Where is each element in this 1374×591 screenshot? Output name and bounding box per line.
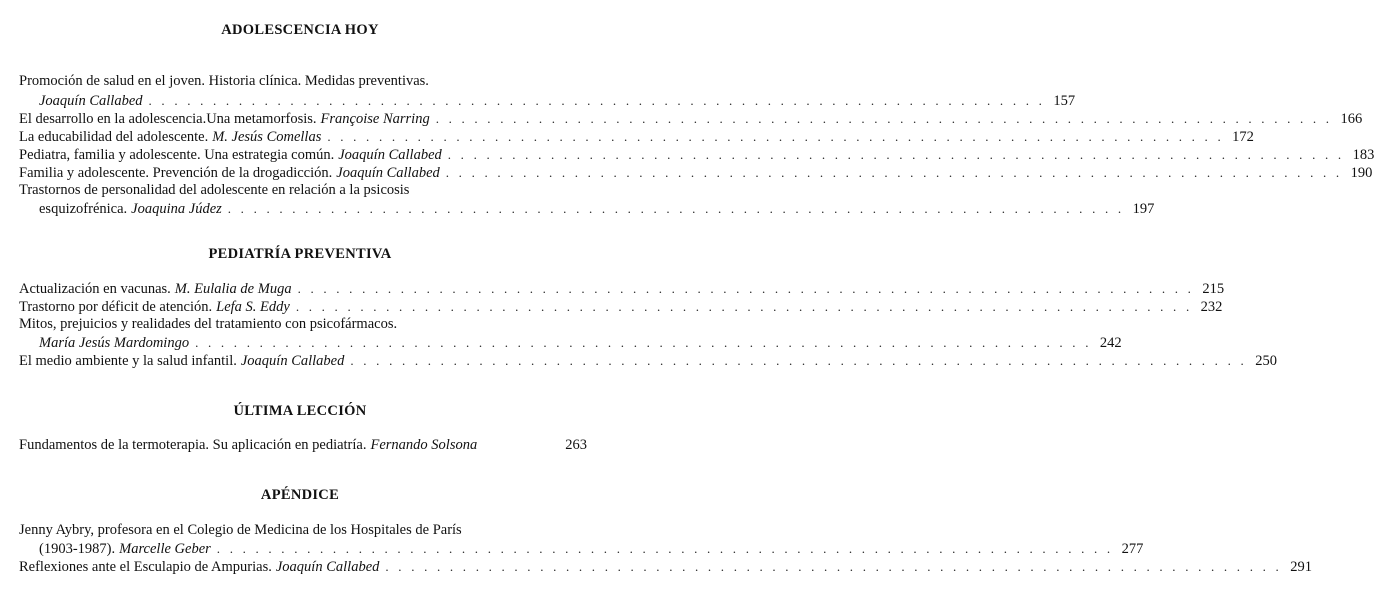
entry-title: La educabilidad del adolescente. [19,129,209,145]
dot-leader: . . . . . . . . . . . . . . . . . . . . . . . . . . . . . . . . . . . . . . . . . . . . . . . . . . . . . . . . . . . . . . . . . . . . . . [297,281,1195,296]
entry-title: Trastorno por déficit de atención. [19,299,213,315]
toc-entry-line [39,334,1122,351]
dot-leader: . . . . . . . . . . . . . . . . . . . . . . . . . . . . . . . . . . . . . . . . . . . . . . . . . . . . . . . . . . . . . . . . . . . . . . [447,147,1345,162]
dot-leader: . . . . . . . . . . . . . . . . . . . . . . . . . . . . . . . . . . . . . . . . . . . . . . . . . . . . . . . . . . . . . . . . . . . . . . [148,93,1046,108]
entry-page-number: 183 [1352,147,1374,163]
entry-page-number: 197 [1132,201,1155,217]
dot-leader: . . . . . . . . . . . . . . . . . . . . . . . . . . . . . . . . . . . . . . . . . . . . . . . . . . . . . . . . . . . . . . . . . . . . . . [350,353,1247,368]
dot-leader: . . . . . . . . . . . . . . . . . . . . . . . . . . . . . . . . . . . . . . . . . . . . . . . . . . . . . . . . . . . . . . . . . . . . . . [435,111,1333,126]
toc-entry-line [19,558,1312,575]
entry-title: El medio ambiente y la salud infantil. [19,353,237,369]
entry-author: Marcelle Geber [119,541,211,557]
entry-title: Fundamentos de la termoterapia. Su aplicación en pediatría. [19,437,367,453]
entry-title: Actualización en vacunas. [19,281,171,297]
section-title-ultima-leccion: ÚLTIMA LECCIÓN [233,403,367,419]
toc-entry-line [19,280,1225,297]
entry-title: El desarrollo en la adolescencia.Una metamorfosis. [19,111,317,127]
entry-page-number: 232 [1200,299,1223,315]
entry-title: Reflexiones ante el Esculapio de Ampurias. [19,559,272,575]
entry-author: Lefa S. Eddy [216,299,290,315]
entry-page-number: 190 [1350,165,1373,181]
toc-entry-line [19,316,587,333]
dot-leader: . . . . . . . . . . . . . . . . . . . . . . . . . . . . . . . . . . . . . . . . . . . . . . . . . . . . . . . . . . . . . . . . . . . . . . [445,165,1343,180]
entry-author: Joaquín Callabed [275,559,380,575]
dot-leader: . . . . . . . . . . . . . . . . . . . . . . . . . . . . . . . . . . . . . . . . . . . . . . . . . . . . . . . . . . . . . . . . . . . . . . [295,299,1193,314]
entry-title: Jenny Aybry, profesora en el Colegio de Medicina de los Hospitales de París [19,522,462,538]
toc-entry-line [39,92,1076,109]
dot-leader: . . . . . . . . . . . . . . . . . . . . . . . . . . . . . . . . . . . . . . . . . . . . . . . . . . . . . . . . . . . . . . . . . . . . . . [227,201,1125,216]
toc-entry-line [39,540,1144,557]
dot-leader: . . . . . . . . . . . . . . . . . . . . . . . . . . . . . . . . . . . . . . . . . . . . . . . . . . . . . . . . . . . . . . . . . . . . . . [385,559,1282,574]
entry-author: María Jesús Mardomingo [39,335,190,351]
entry-title: Promoción de salud en el joven. Historia clínica. Medidas preventivas. [19,73,429,89]
entry-title: esquizofrénica. [39,201,128,217]
entry-author: Joaquina Júdez [131,201,222,217]
entry-author: Joaquín Callabed [338,147,442,163]
section-title-pediatria-preventiva: PEDIATRÍA PREVENTIVA [208,246,392,262]
entry-page-number: 250 [1255,353,1277,369]
toc-entry-line [39,200,1155,217]
entry-title: Familia y adolescente. Prevención de la drogadicción. [19,165,333,181]
entry-page-number: 242 [1099,335,1122,351]
entry-page-number: 166 [1340,111,1363,127]
entry-page-number: 172 [1232,129,1254,145]
dot-leader: . . . . . . . . . . . . . . . . . . . . . . . . . . . . . . . . . . . . . . . . . . . . . . . . . . . . . . . . . . . . . . . . . . . . . . [327,129,1224,144]
entry-author: Joaquín Callabed [39,93,143,109]
toc-entry-line [19,146,1374,163]
entry-author: Fernando Solsona [370,437,478,453]
entry-author: Joaquín Callabed [240,353,345,369]
entry-author: M. Jesús Comellas [212,129,322,145]
entry-page-number: 157 [1053,93,1076,109]
entry-author: Joaquín Callabed [336,165,440,181]
entry-author: M. Eulalia de Muga [174,281,292,297]
toc-entry-line [19,128,1254,145]
entry-page-number: 277 [1121,541,1144,557]
dot-leader: . . . . . . . . . . . . . . . . . . . . . . . . . . . . . . . . . . . . . . . . . . . . . . . . . . . . . . . . . . . . . . . . . . . . . . [216,541,1114,556]
dot-leader: . . . . . . . . . . . . . . . . . . . . . . . . . . . . . . . . . . . . . . . . . . . . . . . . . . . . . . . . . . . . . . . . . . . . . . [195,335,1092,350]
toc-entry-line [19,182,587,199]
entry-title: Trastornos de personalidad del adolescente en relación a la psicosis [19,182,410,198]
toc-entry-line [19,164,1373,181]
toc-entry-line [19,437,587,454]
entry-page-number: 263 [565,437,587,453]
toc-entry-line [19,110,1363,127]
entry-title: Mitos, prejuicios y realidades del tratamiento con psicofármacos. [19,316,398,332]
entry-author: Françoise Narring [320,111,430,127]
entry-title: (1903-1987). [39,541,116,557]
toc-entry-line [19,522,587,539]
toc-entry-line [19,73,587,90]
section-title-apendice: APÉNDICE [260,487,340,503]
toc-entry-line [19,352,1277,369]
toc-entry-line [19,298,1223,315]
entry-page-number: 215 [1202,281,1225,297]
entry-page-number: 291 [1290,559,1312,575]
entry-title: Pediatra, familia y adolescente. Una estrategia común. [19,147,335,163]
section-title-adolescencia-hoy: ADOLESCENCIA HOY [221,22,379,38]
